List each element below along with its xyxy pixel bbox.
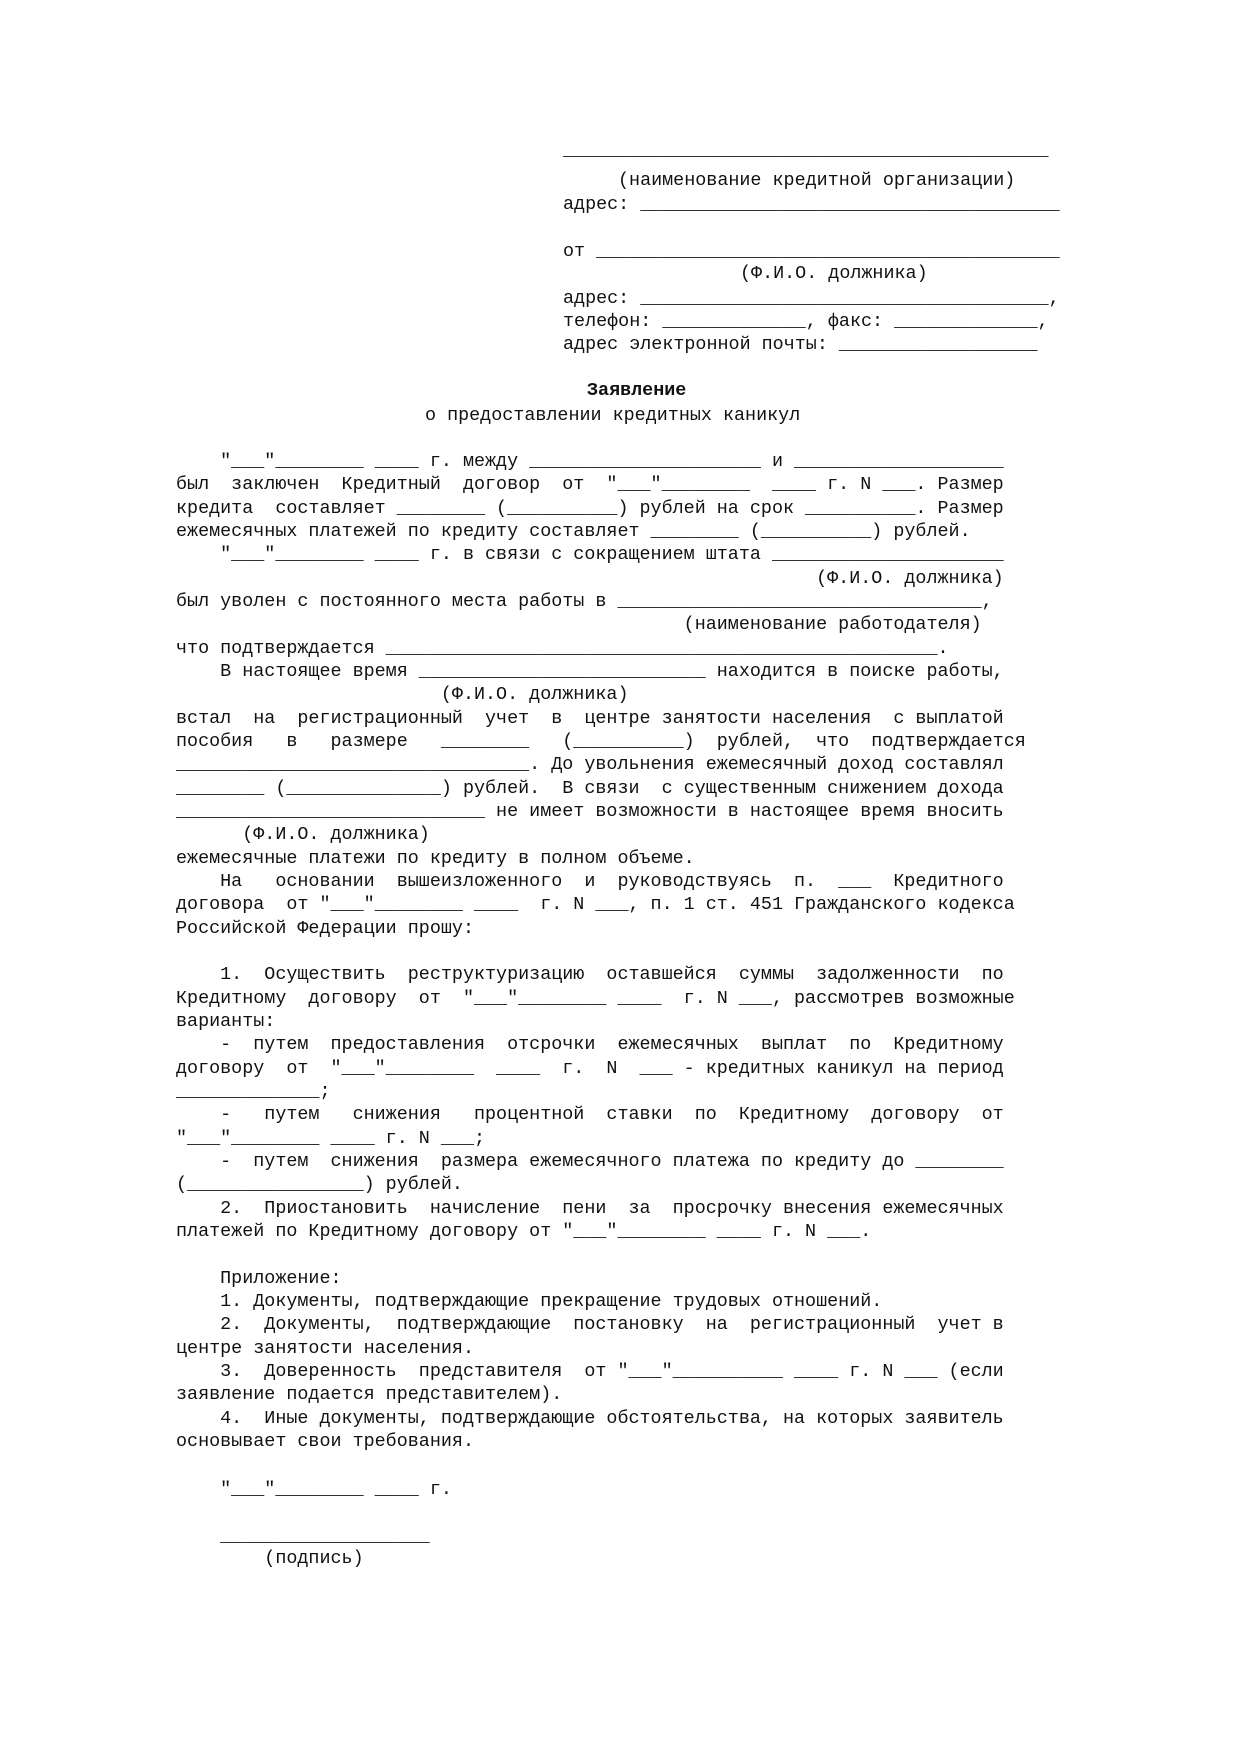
org-name-caption: (наименование кредитной организации) — [618, 170, 1016, 191]
request-item-2: 2. Приостановить начисление пени за просрочку внесения ежемесячных — [176, 1198, 1004, 1219]
email-line: адрес электронной почты: __________________ — [563, 334, 1038, 355]
body-line: "___"________ ____ г. в связи с сокращением штата _____________________ — [176, 544, 1004, 565]
body-line: что подтверждается __________________________________________________. — [176, 638, 949, 659]
document-title: Заявление — [587, 380, 687, 401]
body-line: _____________; — [176, 1081, 331, 1102]
body-line: На основании вышеизложенного и руководствуясь п. ___ Кредитного — [176, 871, 1004, 892]
body-line: договора от "___"________ ____ г. N ___, п. 1 ст. 451 Гражданского кодекса — [176, 894, 1015, 915]
body-line: ежемесячные платежи по кредиту в полном объеме. — [176, 848, 695, 869]
request-item-1: 1. Осуществить реструктуризацию оставшейся суммы задолженности по — [176, 964, 1004, 985]
body-line: был уволен с постоянного места работы в _________________________________, — [176, 591, 993, 612]
body-line: встал на регистрационный учет в центре занятости населения с выплатой — [176, 708, 1004, 729]
body-line: пособия в размере ________ (__________) рублей, что подтверждается — [176, 731, 1026, 752]
body-line: заявление подается представителем). — [176, 1384, 563, 1405]
request-option: - путем предоставления отсрочки ежемесячных выплат по Кредитному — [176, 1034, 1004, 1055]
body-caption: (наименование работодателя) — [176, 614, 982, 635]
request-option: - путем снижения процентной ставки по Кредитному договору от — [176, 1104, 1004, 1125]
body-line: кредита составляет ________ (__________) рублей на срок __________. Размер — [176, 498, 1004, 519]
document-subtitle: о предоставлении кредитных каникул — [425, 405, 801, 426]
body-line: "___"________ ____ г. N ___; — [176, 1128, 486, 1149]
body-line: был заключен Кредитный договор от "___"________ ____ г. N ___. Размер — [176, 474, 1004, 495]
body-line: договору от "___"________ ____ г. N ___ - кредитных каникул на период — [176, 1058, 1004, 1079]
body-line: центре занятости населения. — [176, 1338, 474, 1359]
body-line: ________ (______________) рублей. В связи с существенным снижением дохода — [176, 778, 1004, 799]
body-line: основывает свои требования. — [176, 1431, 474, 1452]
from-line: от __________________________________________ — [563, 241, 1060, 262]
body-caption: (Ф.И.О. должника) — [176, 684, 629, 705]
body-line: ____________________________ не имеет возможности в настоящее время вносить — [176, 801, 1004, 822]
body-line: ежемесячных платежей по кредиту составляет ________ (__________) рублей. — [176, 521, 971, 542]
debtor-caption: (Ф.И.О. должника) — [740, 263, 928, 284]
body-line: варианты: — [176, 1011, 276, 1032]
body-line: ________________________________. До увольнения ежемесячный доход составлял — [176, 754, 1004, 775]
body-line: Российской Федерации прошу: — [176, 918, 474, 939]
body-line: Кредитному договору от "___"________ ____ г. N ___, рассмотрев возможные — [176, 988, 1015, 1009]
signature-line: ___________________ — [176, 1526, 430, 1547]
body-caption: (Ф.И.О. должника) — [176, 568, 1004, 589]
attachments-heading: Приложение: — [176, 1268, 342, 1289]
org-name-line: ____________________________________________ — [563, 140, 1049, 161]
body-line: В настоящее время __________________________ находится в поиске работы, — [176, 661, 1004, 682]
phone-fax-line: телефон: _____________, факс: _____________, — [563, 311, 1049, 332]
attachment-item: 1. Документы, подтверждающие прекращение трудовых отношений. — [176, 1291, 883, 1312]
body-caption: (Ф.И.О. должника) — [176, 824, 430, 845]
body-line: "___"________ ____ г. между _____________________ и ___________________ — [176, 451, 1004, 472]
body-line: платежей по Кредитному договору от "___"________ ____ г. N ___. — [176, 1221, 872, 1242]
debtor-address-line: адрес: _____________________________________, — [563, 288, 1060, 309]
date-line: "___"________ ____ г. — [176, 1479, 452, 1500]
body-line: (________________) рублей. — [176, 1174, 463, 1195]
attachment-item: 4. Иные документы, подтверждающие обстоятельства, на которых заявитель — [176, 1408, 1004, 1429]
signature-caption: (подпись) — [176, 1548, 364, 1569]
org-address-line: адрес: ______________________________________ — [563, 194, 1060, 215]
attachment-item: 3. Доверенность представителя от "___"__________ ____ г. N ___ (если — [176, 1361, 1004, 1382]
request-option: - путем снижения размера ежемесячного платежа по кредиту до ________ — [176, 1151, 1004, 1172]
attachment-item: 2. Документы, подтверждающие постановку на регистрационный учет в — [176, 1314, 1004, 1335]
